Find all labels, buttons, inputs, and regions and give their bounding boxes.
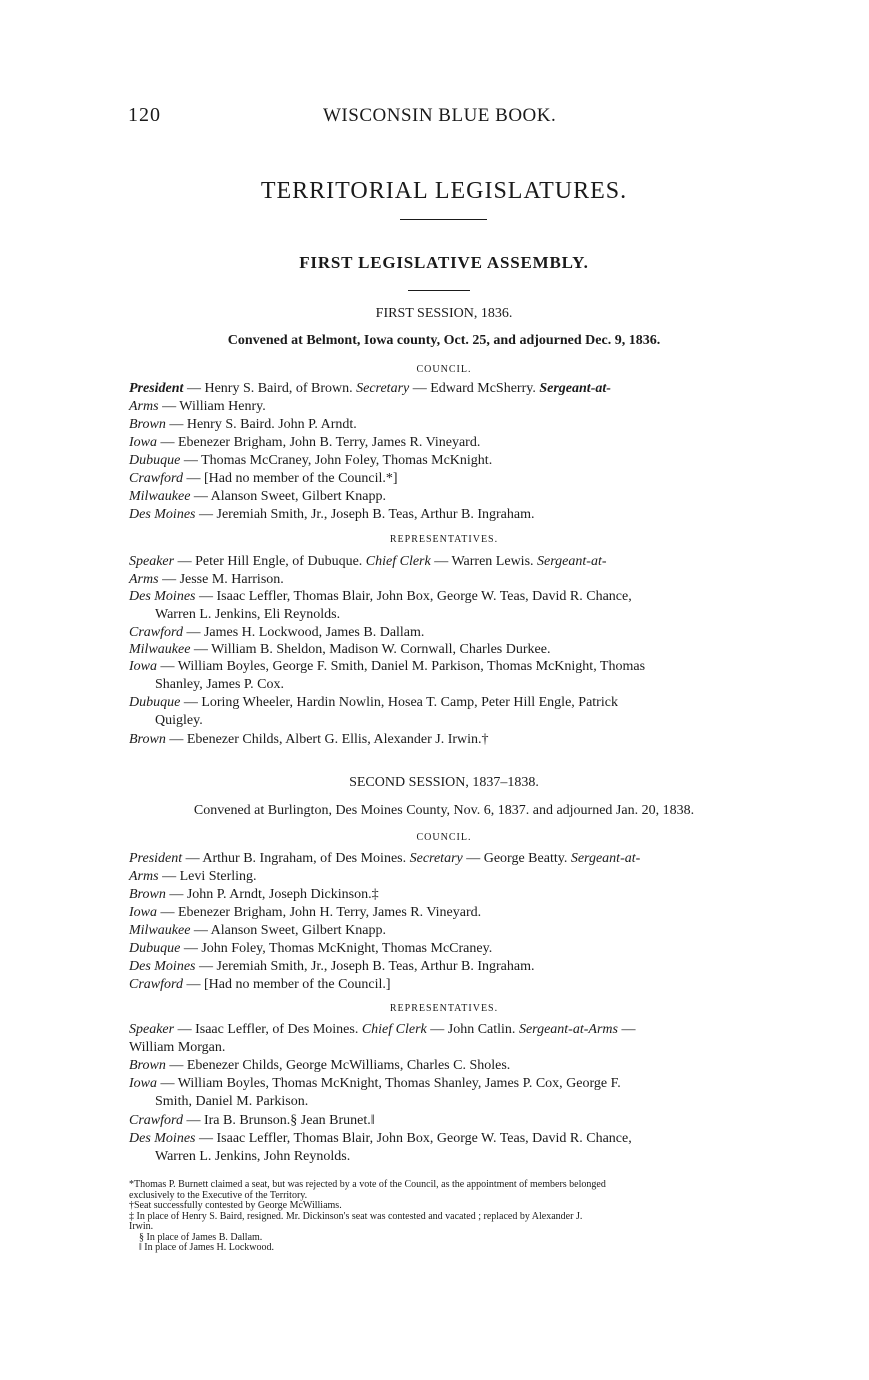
session1-reps-officers: Speaker — Peter Hill Engle, of Dubuque. Chief Clerk — Warren Lewis. Sergeant-at- Arms — Jesse M. Harrison.	[129, 554, 607, 587]
footnotes	[129, 1180, 769, 1254]
list-item: Crawford — [Had no member of the Council.]	[129, 977, 391, 992]
session2-council-heading: COUNCIL.	[416, 832, 472, 843]
session1-council-heading: COUNCIL.	[416, 364, 472, 375]
page-number: 120	[128, 104, 161, 126]
session2-heading: SECOND SESSION, 1837–1838.	[349, 775, 539, 790]
officer-label: President	[129, 381, 184, 396]
session2-reps-officers: Speaker — Isaac Leffler, of Des Moines. Chief Clerk — John Catlin. Sergeant-at-Arms — William Morgan.	[129, 1022, 636, 1055]
session2-reps-heading: REPRESENTATIVES.	[389, 1003, 499, 1014]
list-item: Des Moines — Isaac Leffler, Thomas Blair, John Box, George W. Teas, David R. Chance, Warren L. Jenkins, Eli Reynolds.	[129, 589, 632, 622]
running-head	[128, 104, 768, 128]
list-item: Brown — John P. Arndt, Joseph Dickinson.‡	[129, 887, 379, 902]
list-item: Milwaukee — Alanson Sweet, Gilbert Knapp.	[129, 489, 387, 504]
list-item: Iowa — Ebenezer Brigham, John B. Terry, James R. Vineyard.	[129, 435, 481, 450]
list-item: Des Moines — Jeremiah Smith, Jr., Joseph B. Teas, Arthur B. Ingraham.	[129, 959, 535, 974]
footnote: exclusively to the Executive of the Territory.	[129, 1189, 308, 1201]
list-item: Brown — Ebenezer Childs, George McWilliams, Charles C. Sholes.	[129, 1058, 511, 1073]
list-item: Des Moines — Jeremiah Smith, Jr., Joseph B. Teas, Arthur B. Ingraham.	[129, 507, 535, 522]
footnote: *Thomas P. Burnett claimed a seat, but was rejected by a vote of the Council, as the appointment of members belonged	[129, 1179, 606, 1190]
assembly-rule	[408, 290, 470, 291]
running-title: WISCONSIN BLUE BOOK.	[323, 105, 557, 126]
list-item: Dubuque — Loring Wheeler, Hardin Nowlin, Hosea T. Camp, Peter Hill Engle, Patrick Quigley.	[129, 695, 618, 728]
title-rule	[400, 219, 487, 220]
assembly-title: FIRST LEGISLATIVE ASSEMBLY.	[299, 253, 589, 272]
list-item: Iowa — William Boyles, George F. Smith, Daniel M. Parkison, Thomas McKnight, Thomas Shanley, James P. Cox.	[129, 659, 646, 692]
session1-council-officers: President — Henry S. Baird, of Brown. Secretary — Edward McSherry. Sergeant-at- Arms — William Henry.	[129, 381, 611, 414]
footnote: Irwin.	[129, 1221, 154, 1232]
list-item: Des Moines — Isaac Leffler, Thomas Blair, John Box, George W. Teas, David R. Chance, Warren L. Jenkins, John Reynolds.	[129, 1131, 632, 1164]
list-item: Milwaukee — Alanson Sweet, Gilbert Knapp.	[129, 923, 387, 938]
list-item: Crawford — [Had no member of the Council.*]	[129, 471, 398, 486]
list-item: Brown — Henry S. Baird. John P. Arndt.	[129, 417, 357, 432]
list-item: Crawford — James H. Lockwood, James B. Dallam.	[129, 625, 425, 640]
list-item: Milwaukee — William B. Sheldon, Madison W. Cornwall, Charles Durkee.	[129, 642, 551, 657]
list-item: Dubuque — John Foley, Thomas McKnight, Thomas McCraney.	[129, 941, 493, 956]
footnote: ‡ In place of Henry S. Baird, resigned. Mr. Dickinson's seat was contested and vacated ; replaced by Alexander J.	[129, 1210, 583, 1222]
session1-convened: Convened at Belmont, Iowa county, Oct. 25, and adjourned Dec. 9, 1836.	[227, 333, 661, 348]
session1-heading: FIRST SESSION, 1836.	[375, 306, 513, 321]
list-item: Dubuque — Thomas McCraney, John Foley, Thomas McKnight.	[129, 453, 493, 468]
list-item: Crawford — Ira B. Brunson.§ Jean Brunet.‖	[129, 1113, 375, 1128]
list-item: Brown — Ebenezer Childs, Albert G. Ellis, Alexander J. Irwin.†	[129, 732, 489, 747]
session1-reps-heading: REPRESENTATIVES.	[389, 534, 499, 545]
session2-convened: Convened at Burlington, Des Moines County, Nov. 6, 1837. and adjourned Jan. 20, 1838.	[193, 803, 695, 818]
list-item: Iowa — Ebenezer Brigham, John H. Terry, James R. Vineyard.	[129, 905, 482, 920]
footnote: ‖ In place of James H. Lockwood.	[139, 1242, 274, 1253]
footnote: § In place of James B. Dallam.	[139, 1231, 263, 1243]
session2-council-officers: President — Arthur B. Ingraham, of Des Moines. Secretary — George Beatty. Sergeant-at- Arms — Levi Sterling.	[129, 851, 641, 884]
list-item: Iowa — William Boyles, Thomas McKnight, Thomas Shanley, James P. Cox, George F. Smith, Daniel M. Parkison.	[129, 1076, 621, 1109]
footnote: †Seat successfully contested by George McWilliams.	[129, 1200, 342, 1211]
page-title: TERRITORIAL LEGISLATURES.	[260, 178, 628, 204]
